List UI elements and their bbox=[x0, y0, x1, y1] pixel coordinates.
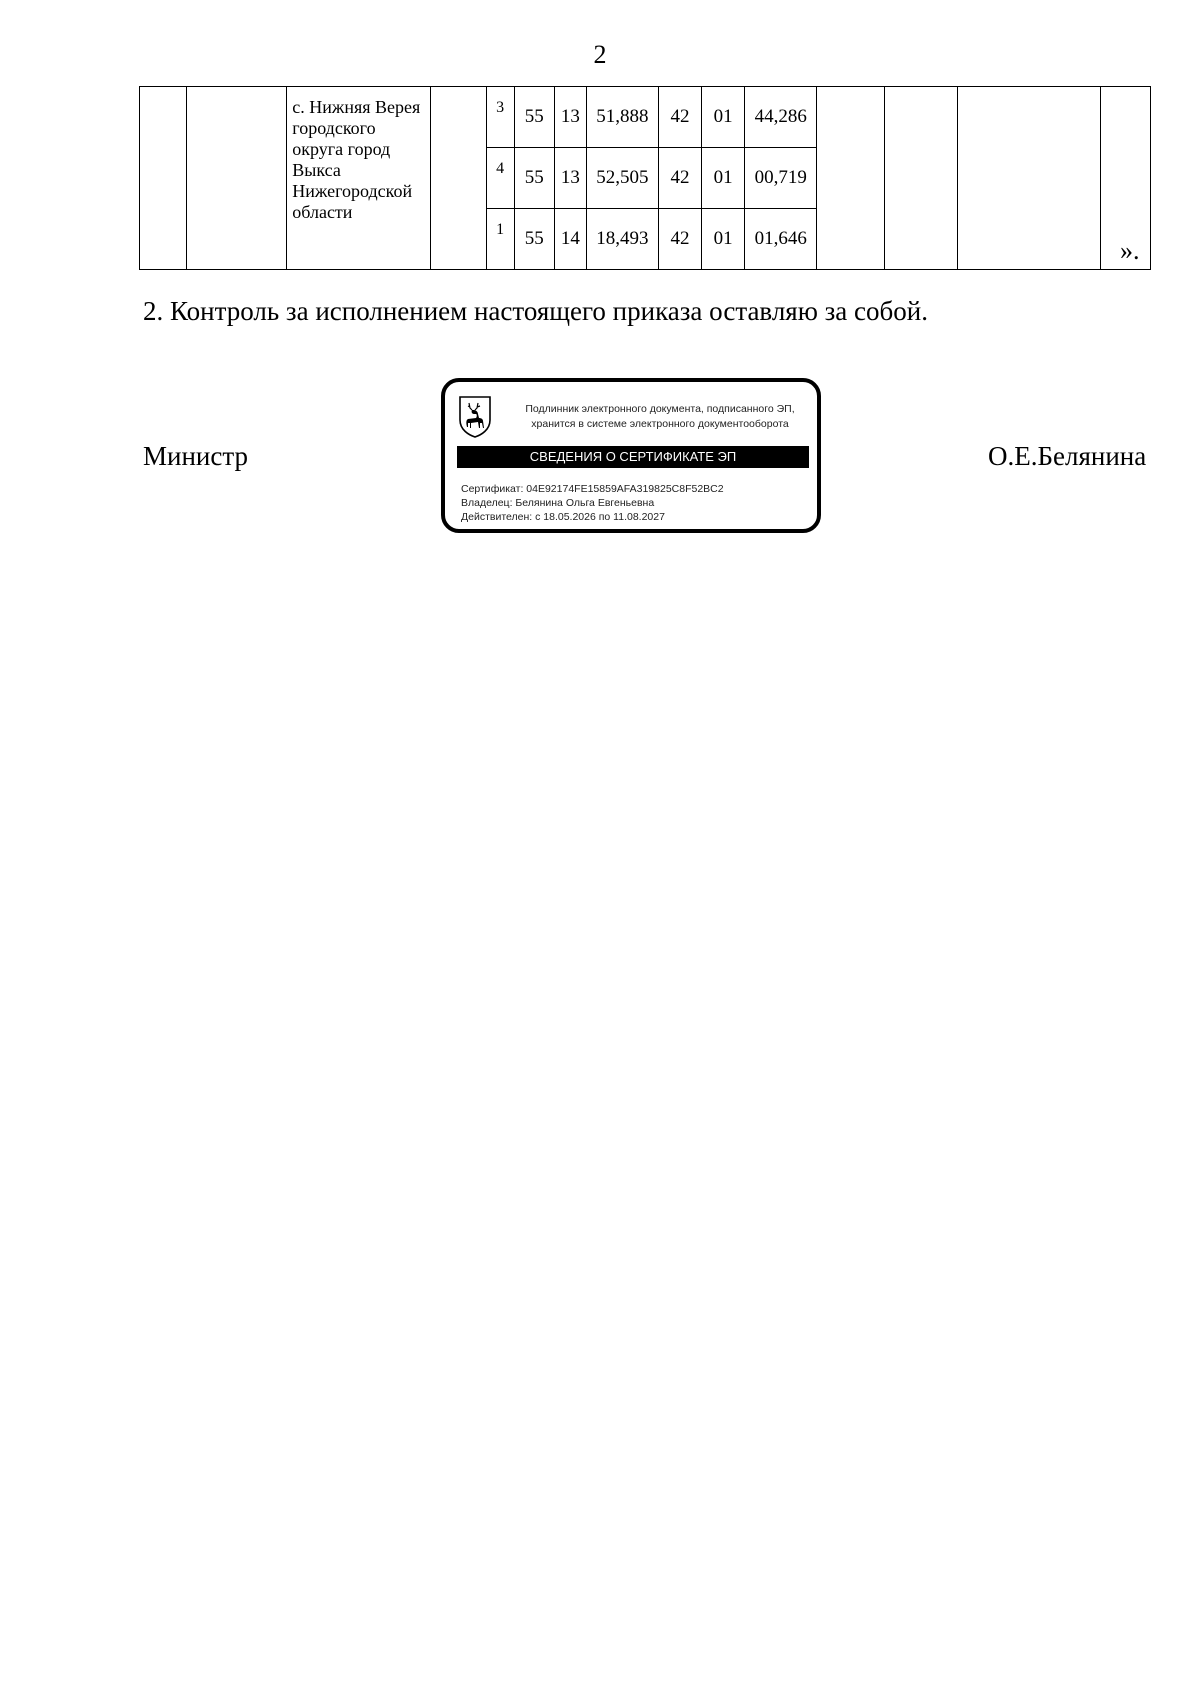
longitude-minutes: 01 bbox=[702, 148, 745, 209]
longitude-degrees: 42 bbox=[658, 209, 701, 270]
longitude-seconds: 00,719 bbox=[745, 148, 817, 209]
table-cell-empty bbox=[957, 87, 1100, 270]
stamp-original-note: Подлинник электронного документа, подписанного ЭП, хранится в системе электронного документооборота bbox=[525, 403, 795, 430]
latitude-minutes: 13 bbox=[554, 148, 586, 209]
table-cell-empty bbox=[430, 87, 486, 270]
stamp-validity: Действителен: с 18.05.2026 по 11.08.2027 bbox=[461, 511, 665, 523]
latitude-seconds: 52,505 bbox=[586, 148, 658, 209]
longitude-minutes: 01 bbox=[702, 87, 745, 148]
latitude-seconds: 18,493 bbox=[586, 209, 658, 270]
table-cell-empty bbox=[885, 87, 957, 270]
e-signature-stamp bbox=[441, 378, 821, 533]
table-cell-empty bbox=[187, 87, 287, 270]
clause-2: 2. Контроль за исполнением настоящего приказа оставляю за собой. bbox=[143, 296, 928, 326]
table-cell-empty bbox=[817, 87, 885, 270]
longitude-degrees: 42 bbox=[658, 148, 701, 209]
settlement-name: с. Нижняя Верея городского округа город Выкса Нижегородской области bbox=[287, 87, 430, 270]
signer-position: Министр bbox=[143, 441, 248, 471]
latitude-minutes: 14 bbox=[554, 209, 586, 270]
table-cell-empty bbox=[140, 87, 187, 270]
page-number: 2 bbox=[593, 40, 607, 69]
point-number: 3 bbox=[486, 87, 514, 148]
point-number: 1 bbox=[486, 209, 514, 270]
longitude-seconds: 01,646 bbox=[745, 209, 817, 270]
signer-name: О.Е.Белянина bbox=[988, 441, 1147, 471]
longitude-minutes: 01 bbox=[702, 209, 745, 270]
longitude-seconds: 44,286 bbox=[745, 87, 817, 148]
table-row bbox=[140, 87, 1151, 148]
stamp-owner: Владелец: Белянина Ольга Евгеньевна bbox=[461, 497, 655, 509]
deer-emblem-icon bbox=[457, 394, 493, 438]
longitude-degrees: 42 bbox=[658, 87, 701, 148]
latitude-degrees: 55 bbox=[514, 87, 554, 148]
stamp-certificate: Сертификат: 04E92174FE15859AFA319825C8F52BC2 bbox=[461, 483, 724, 495]
point-number: 4 bbox=[486, 148, 514, 209]
coordinates-table bbox=[139, 86, 1151, 270]
latitude-minutes: 13 bbox=[554, 87, 586, 148]
stamp-title: СВЕДЕНИЯ О СЕРТИФИКАТЕ ЭП bbox=[457, 446, 809, 468]
latitude-degrees: 55 bbox=[514, 209, 554, 270]
latitude-seconds: 51,888 bbox=[586, 87, 658, 148]
latitude-degrees: 55 bbox=[514, 148, 554, 209]
closing-quote: ». bbox=[1120, 236, 1140, 265]
